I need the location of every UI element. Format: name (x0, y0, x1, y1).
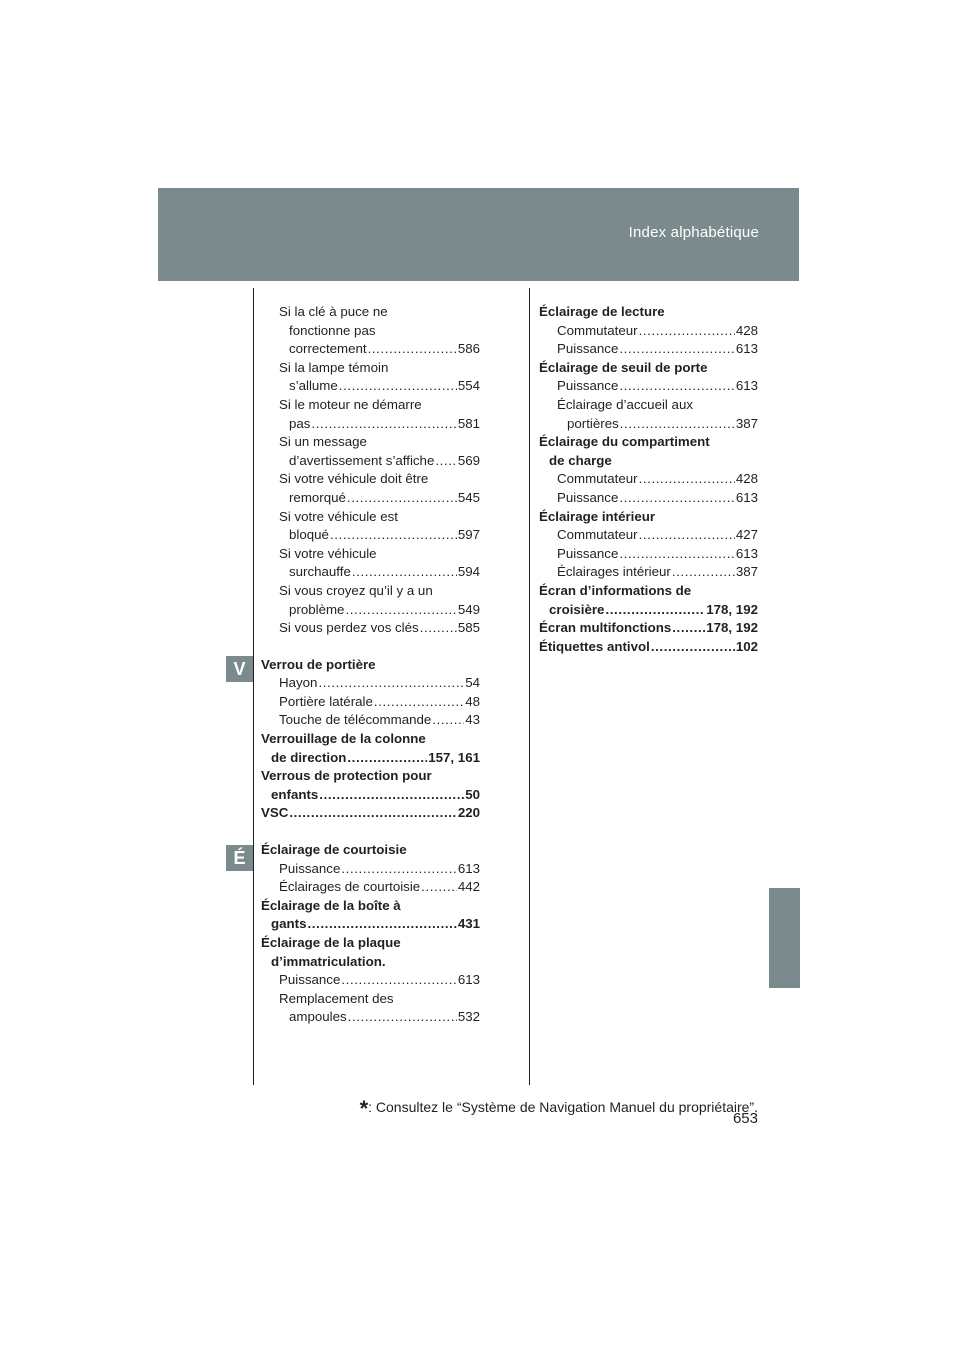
entry-text: Si la lampe témoin (279, 359, 389, 375)
page-reference: 178, 192 (706, 620, 758, 636)
entry-text: pas (289, 415, 311, 431)
entry-text: Puissance (557, 545, 619, 561)
index-entry (261, 934, 480, 971)
leader-dots (352, 563, 457, 582)
leader-dots (318, 674, 464, 693)
entry-text: Puissance (557, 378, 619, 394)
index-subentry (261, 303, 480, 359)
entry-text: Éclairage de la plaque (261, 935, 401, 950)
entry-text: Si un message (279, 434, 367, 450)
entry-line (261, 656, 480, 675)
entry-text: Éclairage de la boîte à (261, 897, 401, 913)
index-subentry (261, 990, 480, 1027)
section-thumb-tab (769, 888, 800, 988)
leader-dots (289, 804, 456, 823)
entry-text: VSC (261, 805, 289, 821)
entry-line (279, 377, 480, 396)
page-reference: 178, 192 (706, 601, 758, 617)
entry-line (557, 322, 758, 341)
entry-text: Puissance (279, 972, 341, 988)
entry-line (279, 433, 480, 452)
page-reference: 613 (735, 341, 758, 357)
page-reference: 428 (735, 471, 758, 487)
entry-line (539, 601, 758, 620)
entry-line (557, 489, 758, 508)
entry-text: problème (289, 601, 345, 617)
entry-line (261, 934, 480, 953)
entry-line (261, 749, 480, 768)
index-entry (261, 897, 480, 934)
letter-tab-v: V (226, 656, 253, 682)
entry-line (539, 303, 758, 322)
entry-text: Éclairage intérieur (539, 508, 656, 524)
page-reference: 613 (735, 378, 758, 394)
page-reference: 549 (457, 601, 480, 617)
entry-text: Puissance (279, 860, 341, 876)
index-subentry (261, 396, 480, 433)
leader-dots (619, 489, 734, 508)
entry-text: Éclairage d’accueil aux (557, 396, 694, 412)
entry-text: Éclairages de courtoisie (279, 879, 421, 895)
entry-line (279, 711, 480, 730)
entry-line (539, 359, 758, 378)
entry-line (261, 804, 480, 823)
section-gap (261, 823, 480, 841)
index-subentry (261, 470, 480, 507)
page-reference: 220 (457, 805, 480, 821)
leader-dots (619, 377, 734, 396)
entry-text: Éclairages intérieur (557, 564, 671, 580)
page-reference: 428 (735, 322, 758, 338)
entry-text: bloqué (289, 527, 329, 543)
entry-text: de charge (549, 452, 612, 468)
entry-text: ampoules (289, 1009, 347, 1025)
entry-line (279, 878, 480, 897)
column-divider-middle (529, 288, 530, 1085)
entry-line (279, 470, 480, 489)
index-subentry (539, 322, 758, 341)
leader-dots (651, 638, 735, 657)
entry-text: Commutateur (557, 471, 638, 487)
entry-text: Si votre véhicule (279, 545, 377, 561)
leader-dots (311, 415, 456, 434)
entry-line (539, 508, 758, 527)
leader-dots (672, 619, 705, 638)
entry-text: Remplacement des (279, 990, 394, 1006)
entry-text: Écran multifonctions (539, 620, 672, 636)
entry-line (279, 359, 480, 378)
page-reference: 431 (457, 916, 480, 932)
entry-line (279, 1008, 480, 1027)
leader-dots (435, 452, 456, 471)
entry-text: Portière latérale (279, 693, 373, 709)
index-entry (261, 767, 480, 804)
entry-text: Écran d’informations de (539, 582, 692, 598)
leader-dots (421, 878, 457, 897)
index-entry (261, 656, 480, 675)
index-entry (539, 582, 758, 619)
entry-line (279, 508, 480, 527)
entry-line (261, 730, 480, 749)
header-band (158, 188, 799, 281)
entry-text: Éclairage de courtoisie (261, 842, 407, 858)
entry-text: Si vous perdez vos clés (279, 620, 419, 636)
entry-text: Touche de télécommande (279, 712, 432, 728)
page-reference: 54 (465, 675, 480, 691)
entry-text: correctement (289, 341, 367, 357)
index-subentry (261, 619, 480, 638)
entry-text: Si votre véhicule est (279, 508, 398, 524)
index-subentry (261, 693, 480, 712)
page-reference: 581 (457, 415, 480, 431)
entry-line (557, 377, 758, 396)
page-number: 653 (732, 1110, 758, 1127)
entry-line (557, 415, 758, 434)
entry-text: Étiquettes antivol (539, 638, 650, 654)
index-subentry (539, 396, 758, 433)
entry-text: de direction (271, 749, 347, 765)
header-title: Index alphabétique (628, 224, 759, 241)
page-reference: 427 (735, 527, 758, 543)
entry-text: Puissance (557, 341, 619, 357)
entry-text: d’avertissement s’affiche (289, 452, 435, 468)
leader-dots (348, 1008, 457, 1027)
leader-dots (307, 915, 456, 934)
entry-line (279, 860, 480, 879)
page-reference: 554 (457, 378, 480, 394)
index-subentry (539, 377, 758, 396)
index-subentry (539, 340, 758, 359)
index-subentry (261, 711, 480, 730)
entry-line (539, 452, 758, 471)
entry-text: Commutateur (557, 527, 638, 543)
entry-line (261, 897, 480, 916)
entry-text: Verrous de protection pour (261, 768, 432, 784)
entry-text: Commutateur (557, 322, 638, 338)
page-reference: 387 (735, 415, 758, 431)
entry-line (539, 433, 758, 452)
index-subentry (261, 674, 480, 693)
index-column-left (261, 303, 480, 1027)
index-entry (539, 433, 758, 470)
page-reference: 613 (457, 972, 480, 988)
entry-text: gants (271, 916, 307, 932)
page-reference: 613 (735, 489, 758, 505)
leader-dots (605, 601, 705, 620)
entry-text: Hayon (279, 675, 318, 691)
entry-line (279, 452, 480, 471)
index-entry (539, 303, 758, 322)
page-reference: 586 (457, 341, 480, 357)
entry-line (557, 526, 758, 545)
entry-text: Si vous croyez qu’il y a un (279, 582, 433, 598)
entry-line (539, 582, 758, 601)
page-reference: 585 (457, 620, 480, 636)
index-entry (539, 359, 758, 378)
entry-text: surchauffe (289, 564, 351, 580)
leader-dots (374, 693, 464, 712)
footnote-text: : Consultez le “Système de Navigation Manuel du propriétaire”. (368, 1099, 758, 1115)
entry-text: Puissance (557, 489, 619, 505)
index-subentry (261, 971, 480, 990)
page-reference: 102 (735, 638, 758, 654)
leader-dots (319, 786, 464, 805)
section-gap (261, 638, 480, 656)
leader-dots (341, 860, 456, 879)
index-subentry (539, 489, 758, 508)
page-reference: 43 (465, 712, 480, 728)
entry-line (261, 786, 480, 805)
page-reference: 50 (465, 786, 480, 802)
leader-dots (639, 322, 735, 341)
column-divider-left (253, 288, 254, 1085)
leader-dots (432, 711, 464, 730)
entry-line (279, 990, 480, 1009)
entry-text: Verrouillage de la colonne (261, 731, 426, 747)
index-subentry (261, 878, 480, 897)
index-subentry (261, 860, 480, 879)
page-reference: 545 (457, 489, 480, 505)
entry-line (279, 674, 480, 693)
entry-text: portières (567, 415, 619, 431)
entry-text: enfants (271, 786, 319, 802)
page-reference: 613 (457, 860, 480, 876)
page-reference: 48 (465, 693, 480, 709)
leader-dots (420, 619, 457, 638)
footnote-marker: * (359, 1096, 369, 1121)
entry-line (261, 841, 480, 860)
page-reference: 569 (457, 452, 480, 468)
entry-text: Si votre véhicule doit être (279, 471, 429, 487)
entry-line (279, 396, 480, 415)
entry-text: Éclairage du compartiment (539, 434, 710, 450)
entry-line (279, 582, 480, 601)
leader-dots (619, 545, 734, 564)
index-subentry (539, 470, 758, 489)
entry-line (279, 489, 480, 508)
letter-tab-e-acute: É (226, 845, 253, 871)
entry-text: Éclairage de lecture (539, 304, 665, 319)
index-subentry (261, 582, 480, 619)
entry-text: remorqué (289, 489, 346, 505)
leader-dots (639, 470, 735, 489)
entry-line (261, 953, 480, 972)
entry-line (261, 915, 480, 934)
index-subentry (261, 545, 480, 582)
entry-line (279, 601, 480, 620)
index-entry (261, 730, 480, 767)
entry-line (557, 340, 758, 359)
entry-text: Verrou de portière (261, 656, 376, 672)
entry-line (279, 303, 480, 322)
entry-text: croisière (549, 601, 605, 617)
index-entry (539, 638, 758, 657)
entry-line (261, 767, 480, 786)
leader-dots (639, 526, 735, 545)
entry-line (279, 563, 480, 582)
entry-line (279, 340, 480, 359)
leader-dots (620, 415, 735, 434)
leader-dots (619, 340, 734, 359)
page-reference: 532 (457, 1009, 480, 1025)
index-subentry (539, 526, 758, 545)
index-entry (539, 508, 758, 527)
entry-line (279, 322, 480, 341)
entry-text: s’allume (289, 378, 338, 394)
leader-dots (347, 489, 457, 508)
page-reference: 613 (735, 545, 758, 561)
index-entry (261, 841, 480, 860)
index-subentry (539, 545, 758, 564)
index-subentry (261, 508, 480, 545)
index-subentry (261, 359, 480, 396)
page-reference: 387 (735, 564, 758, 580)
index-column-right (539, 303, 758, 656)
entry-text: Si le moteur ne démarre (279, 396, 422, 412)
leader-dots (347, 749, 427, 768)
entry-line (539, 619, 758, 638)
leader-dots (368, 340, 457, 359)
entry-line (279, 971, 480, 990)
entry-line (279, 526, 480, 545)
entry-text: d’immatriculation. (271, 953, 386, 969)
entry-line (279, 619, 480, 638)
entry-line (279, 693, 480, 712)
index-subentry (539, 563, 758, 582)
entry-text: fonctionne pas (289, 322, 376, 338)
leader-dots (341, 971, 456, 990)
entry-line (557, 470, 758, 489)
entry-line (557, 545, 758, 564)
entry-text: Éclairage de seuil de porte (539, 359, 708, 375)
entry-line (557, 563, 758, 582)
index-entry (261, 804, 480, 823)
leader-dots (330, 526, 457, 545)
page-reference: 157, 161 (428, 749, 480, 765)
page-reference: 594 (457, 564, 480, 580)
index-subentry (261, 433, 480, 470)
entry-line (539, 638, 758, 657)
entry-line (279, 415, 480, 434)
page-reference: 597 (457, 527, 480, 543)
entry-line (557, 396, 758, 415)
index-entry (539, 619, 758, 638)
leader-dots (672, 563, 735, 582)
page-reference: 442 (457, 879, 480, 895)
leader-dots (345, 601, 456, 620)
entry-text: Si la clé à puce ne (279, 304, 388, 319)
leader-dots (339, 377, 457, 396)
entry-line (279, 545, 480, 564)
